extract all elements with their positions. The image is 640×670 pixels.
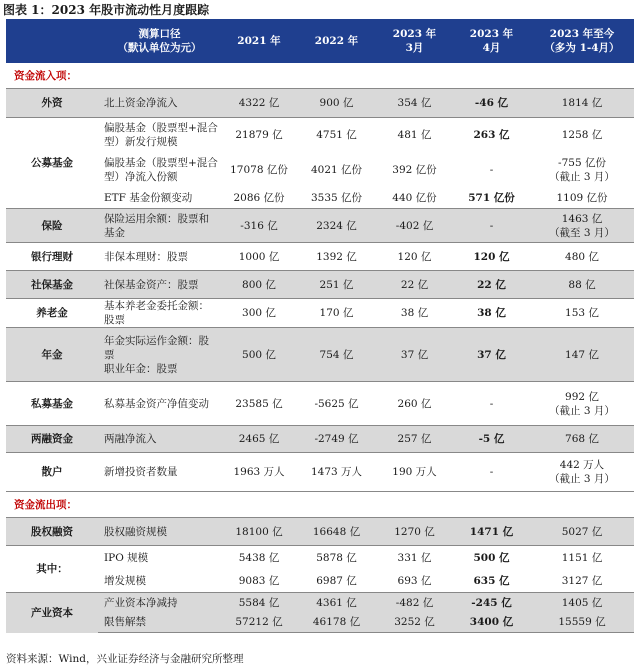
value-cell: 480 亿 bbox=[530, 243, 634, 271]
value-cell: 1258 亿 bbox=[530, 118, 634, 152]
value-cell: 1000 亿 bbox=[221, 243, 297, 271]
value-cell: -2749 亿 bbox=[297, 426, 376, 453]
value-cell: 3252 亿 bbox=[376, 613, 453, 633]
section-label: 资金流出项： bbox=[14, 498, 77, 511]
category-cell: 产业资本 bbox=[6, 593, 98, 633]
category-cell: 私募基金 bbox=[6, 382, 98, 426]
table-row bbox=[6, 382, 634, 426]
value-cell: 392 亿份 bbox=[392, 164, 437, 176]
indicator-cell: 非保本理财：股票 bbox=[98, 243, 221, 271]
column-header: 2022 年 bbox=[297, 19, 376, 63]
value-cell: 263 亿 bbox=[453, 118, 530, 152]
value-cell: 17078 亿份 bbox=[230, 164, 288, 176]
indicator-cell: 股权融资规模 bbox=[98, 518, 221, 546]
category-cell: 两融资金 bbox=[6, 426, 98, 453]
indicator-cell: 限售解禁 bbox=[98, 613, 221, 633]
value-cell: 693 亿 bbox=[376, 570, 453, 593]
value-cell: 331 亿 bbox=[376, 546, 453, 570]
value-cell: 22 亿 bbox=[453, 271, 530, 299]
value-cell: 1405 亿 bbox=[530, 593, 634, 613]
indicator-cell: 产业资本净减持 bbox=[98, 593, 221, 613]
table-row bbox=[6, 89, 634, 118]
value-cell: 992 亿 （截止 3 月） bbox=[530, 382, 634, 426]
indicator-cell: 北上资金净流入 bbox=[98, 89, 221, 118]
value-cell: 18100 亿 bbox=[221, 518, 297, 546]
table-row bbox=[6, 189, 634, 209]
value-cell: 23585 亿 bbox=[221, 382, 297, 426]
figure-title: 图表 1：2023 年股市流动性月度跟踪 bbox=[3, 3, 210, 17]
category-cell: 股权融资 bbox=[6, 518, 98, 546]
column-header: 2021 年 bbox=[221, 19, 297, 63]
value-cell: 120 亿 bbox=[376, 243, 453, 271]
table-row bbox=[6, 209, 634, 243]
value-cell: 88 亿 bbox=[530, 271, 634, 299]
value-cell: -46 亿 bbox=[453, 89, 530, 118]
value-cell: 1963 万人 bbox=[221, 453, 297, 492]
value-cell: 500 亿 bbox=[221, 328, 297, 382]
table-row bbox=[6, 328, 634, 382]
indicator-cell: 社保基金资产：股票 bbox=[98, 271, 221, 299]
value-cell: - bbox=[453, 209, 530, 243]
column-header bbox=[6, 19, 98, 63]
value-cell: 4751 亿 bbox=[297, 118, 376, 152]
source-note: 资料来源：Wind，兴业证券经济与金融研究所整理 bbox=[6, 653, 244, 665]
section-row bbox=[6, 63, 634, 89]
indicator-cell: 偏股基金（股票型+混合型）净流入份额 bbox=[104, 157, 218, 183]
value-cell: 4021 亿份 bbox=[310, 164, 363, 176]
table-row bbox=[6, 593, 634, 613]
category-cell: 社保基金 bbox=[6, 271, 98, 299]
column-header: 测算口径 （默认单位为元） bbox=[98, 19, 221, 63]
value-cell: 38 亿 bbox=[453, 299, 530, 328]
value-cell: -755 亿份 （截止 3 月） bbox=[549, 157, 615, 183]
table-row bbox=[6, 299, 634, 328]
section-label: 资金流入项： bbox=[14, 69, 77, 82]
category-cell: 年金 bbox=[6, 328, 98, 382]
value-cell: 46178 亿 bbox=[297, 613, 376, 633]
value-cell: 2324 亿 bbox=[297, 209, 376, 243]
value-cell: 37 亿 bbox=[453, 328, 530, 382]
category-cell: 外资 bbox=[6, 89, 98, 118]
value-cell: -5625 亿 bbox=[297, 382, 376, 426]
table-row bbox=[6, 243, 634, 271]
value-cell: -482 亿 bbox=[376, 593, 453, 613]
value-cell: 21879 亿 bbox=[221, 118, 297, 152]
value-cell: 9083 亿 bbox=[221, 570, 297, 593]
table-row bbox=[6, 518, 634, 546]
value-cell: 481 亿 bbox=[376, 118, 453, 152]
value-cell: - bbox=[453, 382, 530, 426]
indicator-cell: ETF 基金份额变动 bbox=[98, 189, 221, 209]
value-cell: 120 亿 bbox=[453, 243, 530, 271]
table-row bbox=[6, 453, 634, 492]
indicator-cell: 私募基金资产净值变动 bbox=[98, 382, 221, 426]
value-cell: 5027 亿 bbox=[530, 518, 634, 546]
value-cell: 22 亿 bbox=[376, 271, 453, 299]
category-cell: 公募基金 bbox=[6, 118, 98, 209]
value-cell: 153 亿 bbox=[530, 299, 634, 328]
indicator-cell: 增发规模 bbox=[98, 570, 221, 593]
liquidity-table bbox=[6, 19, 634, 633]
value-cell: 3535 亿份 bbox=[297, 189, 376, 209]
indicator-cell: 偏股基金（股票型+混合型）新发行规模 bbox=[98, 118, 221, 152]
category-cell: 银行理财 bbox=[6, 243, 98, 271]
table-row bbox=[6, 546, 634, 570]
value-cell: 768 亿 bbox=[530, 426, 634, 453]
section-row bbox=[6, 492, 634, 518]
table-row bbox=[6, 613, 634, 633]
value-cell: 2465 亿 bbox=[221, 426, 297, 453]
value-cell: 147 亿 bbox=[530, 328, 634, 382]
table-row bbox=[6, 271, 634, 299]
category-cell: 保险 bbox=[6, 209, 98, 243]
header-row bbox=[6, 19, 634, 63]
category-cell: 养老金 bbox=[6, 299, 98, 328]
value-cell: 5438 亿 bbox=[221, 546, 297, 570]
column-header: 2023 年 3月 bbox=[376, 19, 453, 63]
value-cell: 900 亿 bbox=[297, 89, 376, 118]
value-cell: 4361 亿 bbox=[297, 593, 376, 613]
value-cell: -316 亿 bbox=[221, 209, 297, 243]
value-cell: 4322 亿 bbox=[221, 89, 297, 118]
value-cell: 6987 亿 bbox=[297, 570, 376, 593]
value-cell: 635 亿 bbox=[453, 570, 530, 593]
indicator-cell: 两融净流入 bbox=[98, 426, 221, 453]
value-cell: 500 亿 bbox=[453, 546, 530, 570]
value-cell: 38 亿 bbox=[376, 299, 453, 328]
value-cell: 1109 亿份 bbox=[530, 189, 634, 209]
value-cell: 37 亿 bbox=[376, 328, 453, 382]
value-cell: - bbox=[489, 164, 494, 176]
value-cell: 1473 万人 bbox=[297, 453, 376, 492]
value-cell: 15559 亿 bbox=[530, 613, 634, 633]
value-cell: 1151 亿 bbox=[530, 546, 634, 570]
value-cell: 1814 亿 bbox=[530, 89, 634, 118]
value-cell: 3400 亿 bbox=[453, 613, 530, 633]
indicator-cell: IPO 规模 bbox=[98, 546, 221, 570]
table-row bbox=[6, 570, 634, 593]
value-cell: -402 亿 bbox=[376, 209, 453, 243]
value-cell: 57212 亿 bbox=[221, 613, 297, 633]
indicator-cell: 新增投资者数量 bbox=[98, 453, 221, 492]
value-cell: 5878 亿 bbox=[297, 546, 376, 570]
table-row bbox=[6, 152, 634, 189]
value-cell: 3127 亿 bbox=[530, 570, 634, 593]
value-cell: 571 亿份 bbox=[453, 189, 530, 209]
value-cell: 440 亿份 bbox=[376, 189, 453, 209]
value-cell: 260 亿 bbox=[376, 382, 453, 426]
table-header bbox=[6, 19, 634, 63]
value-cell: 170 亿 bbox=[297, 299, 376, 328]
value-cell: 1471 亿 bbox=[453, 518, 530, 546]
value-cell: 2086 亿份 bbox=[221, 189, 297, 209]
indicator-cell: 保险运用余额：股票和基金 bbox=[98, 209, 221, 243]
value-cell: -5 亿 bbox=[453, 426, 530, 453]
value-cell: 300 亿 bbox=[221, 299, 297, 328]
value-cell: - bbox=[453, 453, 530, 492]
indicator-cell: 基本养老金委托金额：股票 bbox=[98, 299, 221, 328]
value-cell: 1463 亿 （截至 3 月） bbox=[530, 209, 634, 243]
value-cell: 800 亿 bbox=[221, 271, 297, 299]
indicator-cell: 年金实际运作金额：股票 职业年金：股票 bbox=[98, 328, 221, 382]
value-cell: 442 万人 （截止 3 月） bbox=[530, 453, 634, 492]
value-cell: 1270 亿 bbox=[376, 518, 453, 546]
table-body bbox=[6, 63, 634, 633]
category-cell: 其中： bbox=[6, 546, 98, 593]
value-cell: 16648 亿 bbox=[297, 518, 376, 546]
value-cell: 190 万人 bbox=[376, 453, 453, 492]
column-header: 2023 年 4月 bbox=[453, 19, 530, 63]
column-header: 2023 年至今 （多为 1-4月） bbox=[530, 19, 634, 63]
value-cell: 1392 亿 bbox=[297, 243, 376, 271]
value-cell: 5584 亿 bbox=[221, 593, 297, 613]
category-cell: 散户 bbox=[6, 453, 98, 492]
value-cell: 257 亿 bbox=[376, 426, 453, 453]
value-cell: 251 亿 bbox=[297, 271, 376, 299]
table-row bbox=[6, 426, 634, 453]
value-cell: 754 亿 bbox=[297, 328, 376, 382]
value-cell: -245 亿 bbox=[453, 593, 530, 613]
table-row bbox=[6, 118, 634, 152]
value-cell: 354 亿 bbox=[376, 89, 453, 118]
